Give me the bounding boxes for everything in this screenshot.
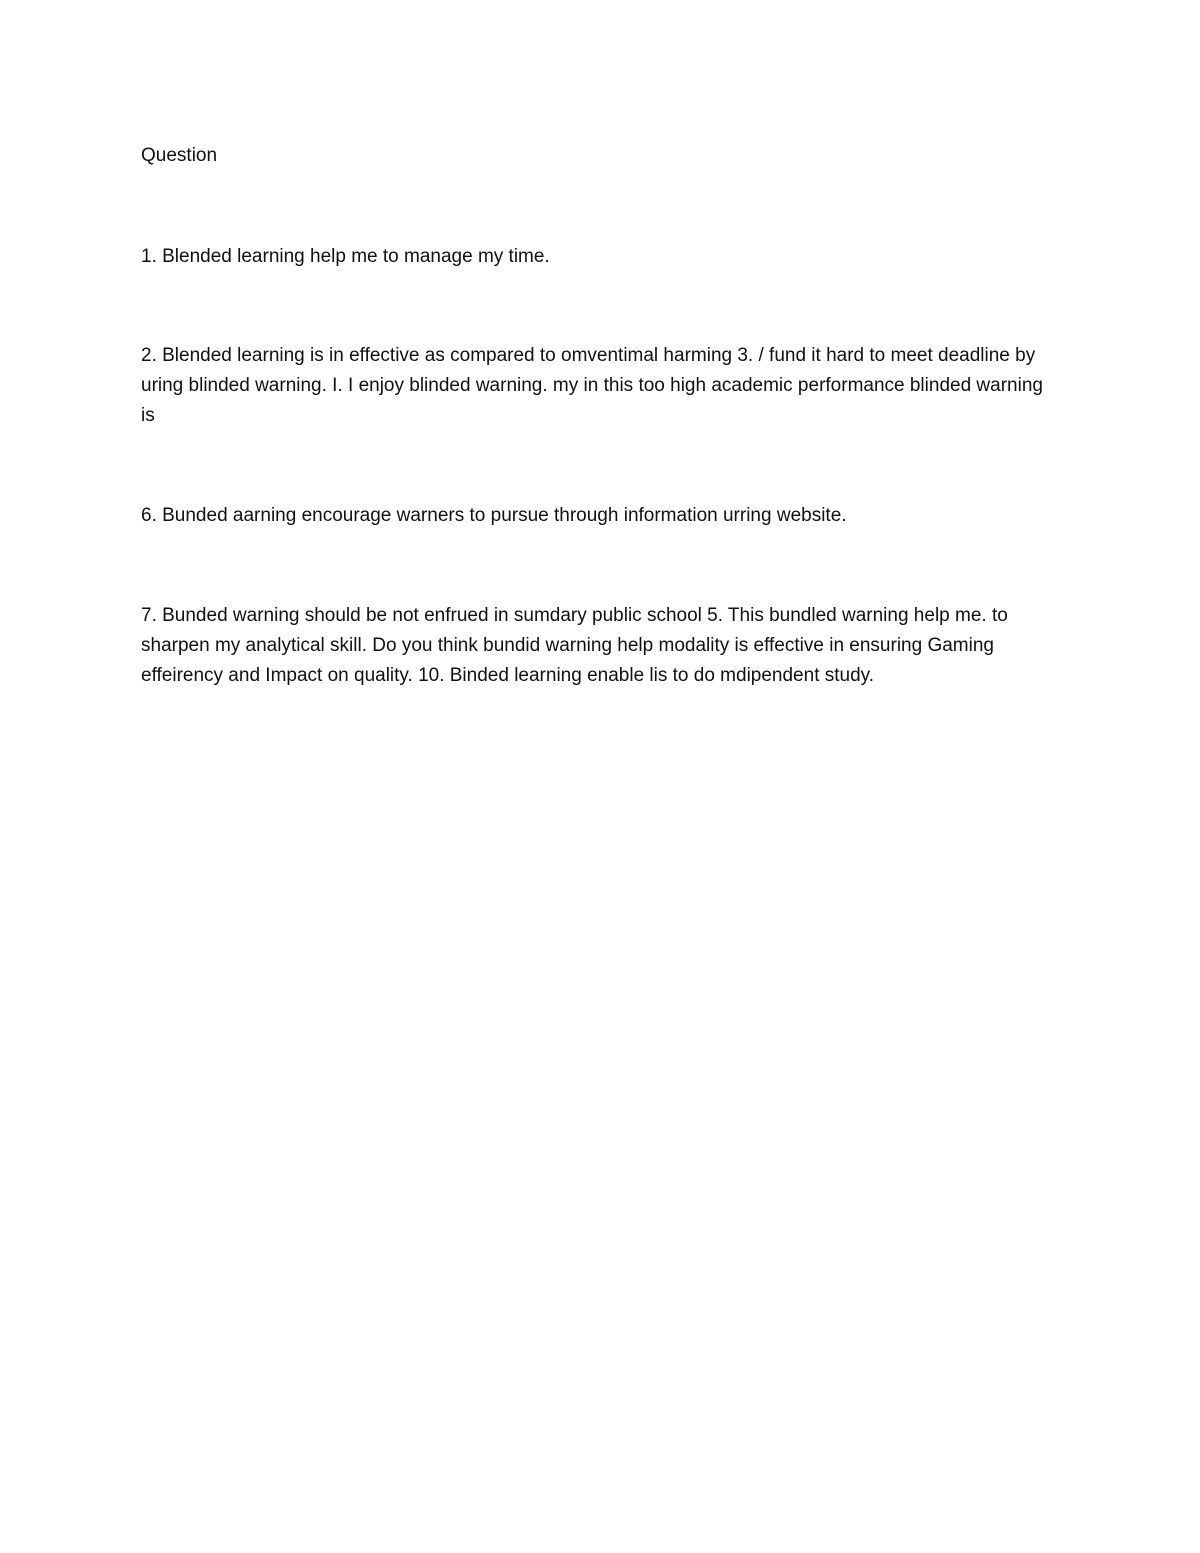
document-body bbox=[141, 141, 1061, 691]
question-paragraph-2: 2. Blended learning is in effective as compared to omventimal harming 3. / fund it hard to meet deadline by uring blinded warning. I. I enjoy blinded warning. my in this too high academic performance blinded warning is bbox=[141, 345, 1043, 426]
question-paragraph-1: 1. Blended learning help me to manage my time. bbox=[141, 246, 550, 267]
document-heading: Question bbox=[141, 145, 218, 166]
question-paragraph-6: 6. Bunded aarning encourage warners to pursue through information urring website. bbox=[141, 505, 847, 526]
question-paragraph-7: 7. Bunded warning should be not enfrued in sumdary public school 5. This bundled warning help me. to sharpen my analytical skill. Do you think bundid warning help modality is effective in ensuring Gaming effeirency and Impact on quality. 10. Binded learning enable lis to do mdipendent study. bbox=[141, 605, 1008, 686]
